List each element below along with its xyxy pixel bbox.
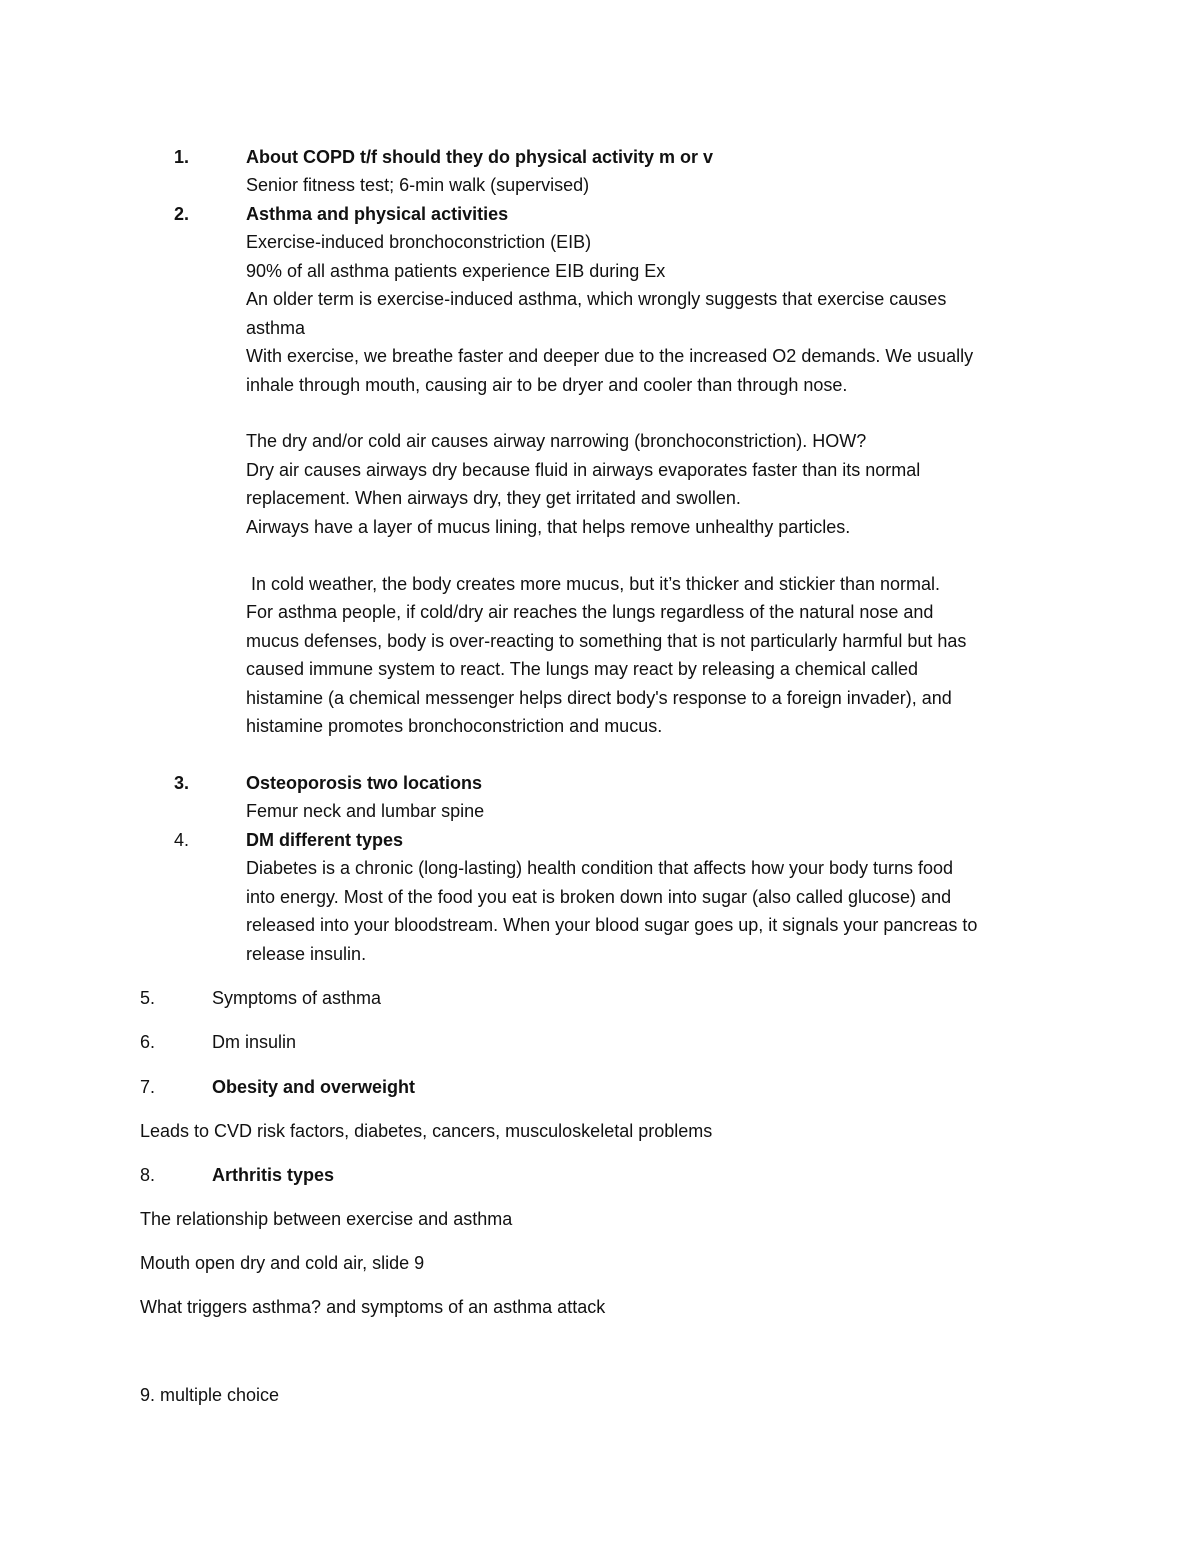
item-2-para2-line: The dry and/or cold air causes airway narrowing (bronchoconstriction). HOW? <box>246 431 867 451</box>
item-1-line: Senior fitness test; 6-min walk (supervised) <box>246 175 590 195</box>
item-8-number: 8. <box>140 1165 156 1185</box>
item-2-para3-line: For asthma people, if cold/dry air reaches the lungs regardless of the natural nose and <box>246 602 934 622</box>
item-2-para3-line: histamine promotes bronchoconstriction and mucus. <box>246 716 663 736</box>
mouth-open-note: Mouth open dry and cold air, slide 9 <box>140 1253 425 1273</box>
item-5-number: 5. <box>140 988 156 1008</box>
item-2-heading: Asthma and physical activities <box>246 204 509 224</box>
item-3-heading: Osteoporosis two locations <box>246 773 483 793</box>
item-4-number: 4. <box>174 830 190 850</box>
item-2-para3-line: caused immune system to react. The lungs may react by releasing a chemical called <box>246 659 918 679</box>
item-2-para2-line: Airways have a layer of mucus lining, that helps remove unhealthy particles. <box>246 517 851 537</box>
item-4-heading: DM different types <box>246 830 404 850</box>
item-5-heading: Symptoms of asthma <box>212 988 382 1008</box>
item-4-line: Diabetes is a chronic (long-lasting) health condition that affects how your body turns food <box>246 858 954 878</box>
item-3-line: Femur neck and lumbar spine <box>246 801 485 821</box>
item-2-para3-line: mucus defenses, body is over-reacting to something that is not particularly harmful but has <box>246 631 967 651</box>
multiple-choice-note: 9. multiple choice <box>140 1385 280 1405</box>
item-2-line: Exercise-induced bronchoconstriction (EIB) <box>246 232 592 252</box>
item-1-number: 1. <box>174 147 190 167</box>
item-2-line: 90% of all asthma patients experience EIB during Ex <box>246 261 666 281</box>
item-7-number: 7. <box>140 1077 156 1097</box>
item-4-line: into energy. Most of the food you eat is broken down into sugar (also called glucose) and <box>246 887 952 907</box>
item-3-number: 3. <box>174 773 190 793</box>
item-2-line: With exercise, we breathe faster and deeper due to the increased O2 demands. We usually <box>246 346 974 366</box>
item-7-heading: Obesity and overweight <box>212 1077 416 1097</box>
item-2-para2-line: replacement. When airways dry, they get irritated and swollen. <box>246 488 741 508</box>
item-8-heading: Arthritis types <box>212 1165 335 1185</box>
item-2-para3-line: histamine (a chemical messenger helps direct body's response to a foreign invader), and <box>246 688 952 708</box>
item-6-number: 6. <box>140 1032 156 1052</box>
item-2-line: asthma <box>246 318 306 338</box>
item-6-heading: Dm insulin <box>212 1032 297 1052</box>
item-1-heading: About COPD t/f should they do physical activity m or v <box>246 147 714 167</box>
item-2-line: An older term is exercise-induced asthma, which wrongly suggests that exercise causes <box>246 289 947 309</box>
item-4-line: released into your bloodstream. When your blood sugar goes up, it signals your pancreas to <box>246 915 978 935</box>
item-2-line: inhale through mouth, causing air to be dryer and cooler than through nose. <box>246 375 848 395</box>
relationship-note: The relationship between exercise and asthma <box>140 1209 513 1229</box>
triggers-note: What triggers asthma? and symptoms of an asthma attack <box>140 1297 606 1317</box>
item-2-para2-line: Dry air causes airways dry because fluid in airways evaporates faster than its normal <box>246 460 921 480</box>
item-2-para3-line: In cold weather, the body creates more mucus, but it’s thicker and stickier than normal. <box>246 574 941 594</box>
item-4-line: release insulin. <box>246 944 367 964</box>
item-2-number: 2. <box>174 204 190 224</box>
obesity-note: Leads to CVD risk factors, diabetes, cancers, musculoskeletal problems <box>140 1121 713 1141</box>
